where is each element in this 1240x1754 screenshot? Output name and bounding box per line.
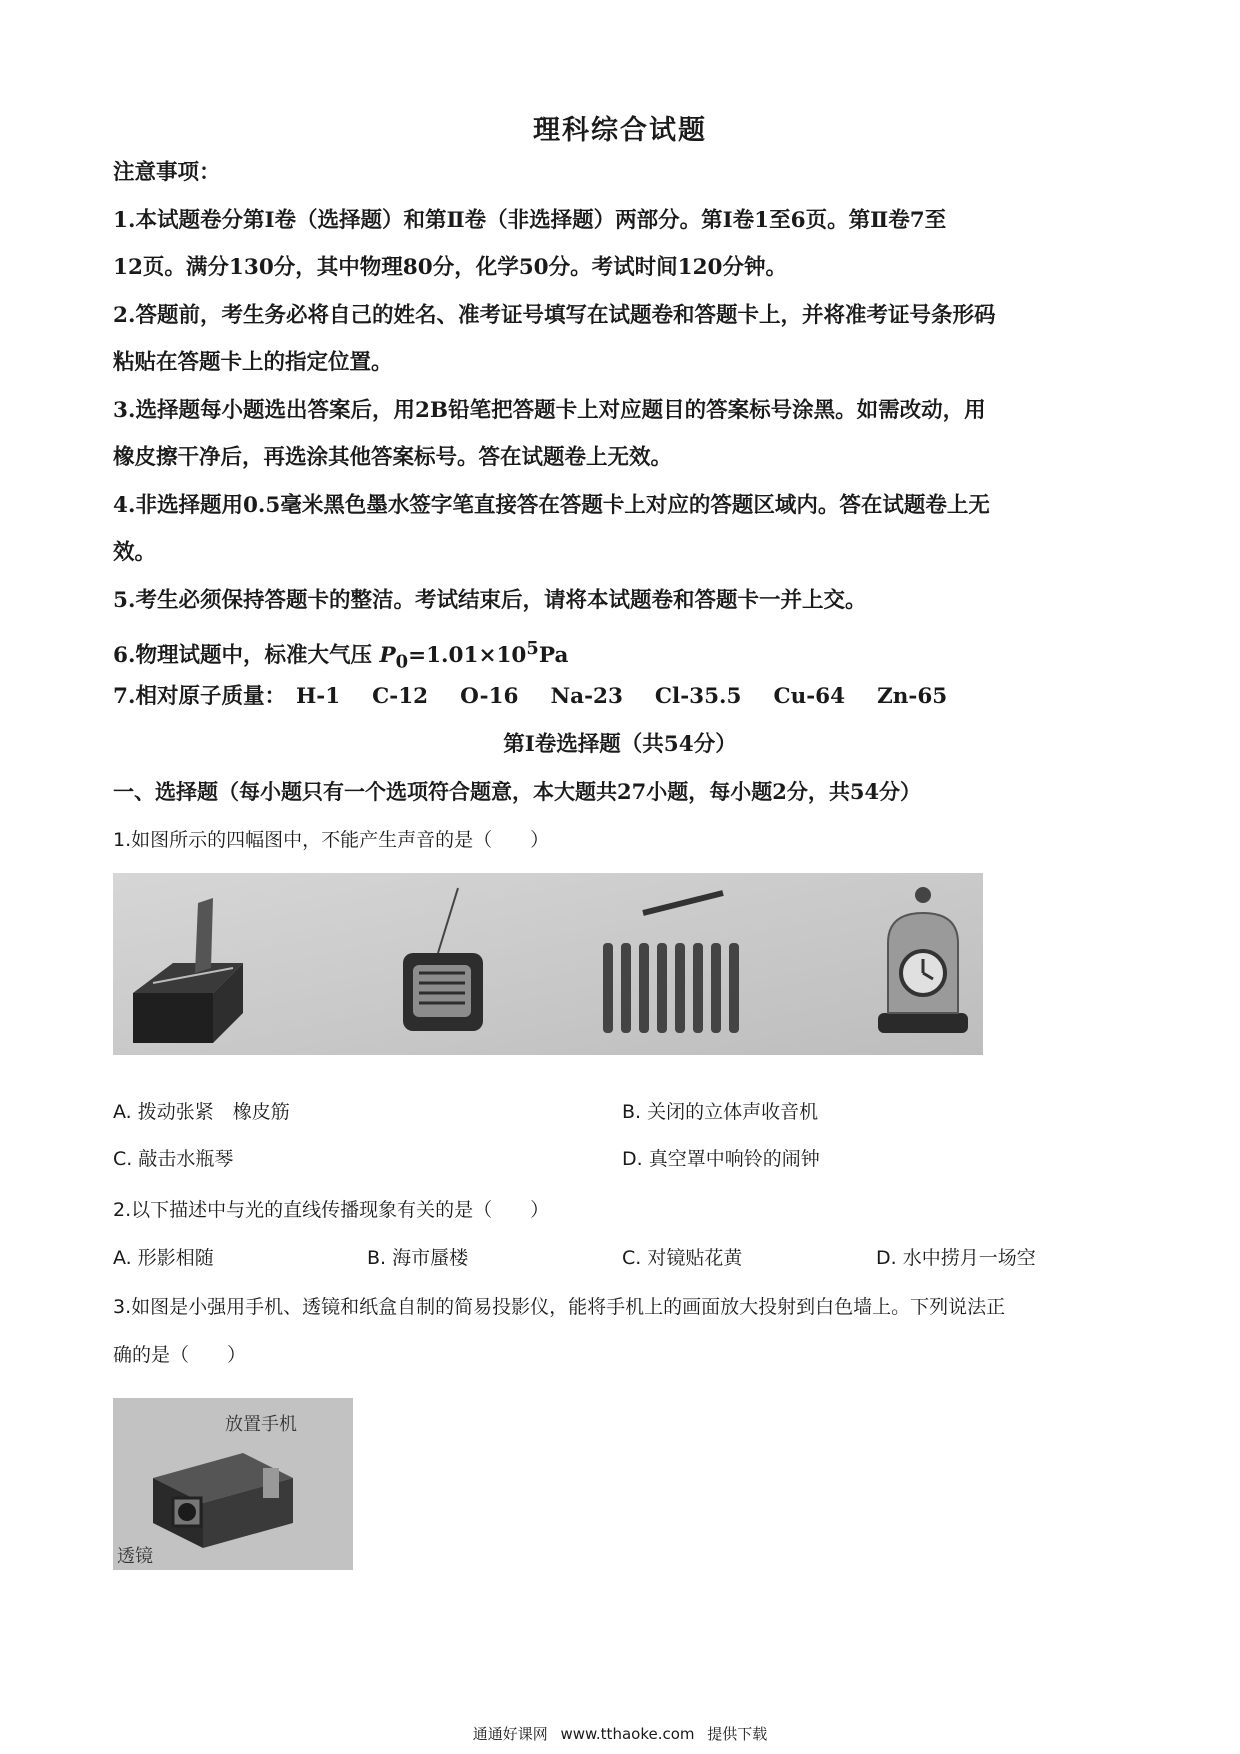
pressure-prefix: 6.物理试题中，标准大气压 (113, 643, 380, 669)
notice-line-7: 4.非选择题用0.5毫米黑色墨水签字笔直接答在答题卡上对应的答题区域内。答在试题卷上无 (113, 493, 990, 518)
notice-line-atoms (113, 682, 1143, 712)
q1-figure (113, 873, 983, 1055)
q1-option-a: A. 拨动张紧 橡皮筋 (113, 1101, 290, 1123)
page-footer (0, 1723, 1240, 1744)
atom-mass: Cl-35.5 (654, 684, 742, 709)
notice-line-2: 12页。满分130分，其中物理80分，化学50分。考试时间120分钟。 (113, 255, 788, 280)
q3-stem-line-2: 确的是（ ） (113, 1344, 247, 1366)
notice-line-5: 3.选择题每小题选出答案后，用2B铅笔把答题卡上对应题目的答案标号涂黑。如需改动，用 (113, 398, 986, 423)
notice-line-4: 粘贴在答题卡上的指定位置。 (113, 350, 393, 375)
q2-stem: 2.以下描述中与光的直线传播现象有关的是（ ） (113, 1199, 550, 1221)
atoms-prefix: 7.相对原子质量： (113, 684, 286, 709)
atom-mass: Na-23 (550, 684, 623, 709)
q3-figure-label-lens: 透镜 (117, 1546, 153, 1567)
notice-line-pressure (113, 634, 1143, 677)
pressure-value: =1.01×10 (408, 643, 527, 669)
pressure-exp: 5 (526, 638, 539, 659)
q2-option-a: A. 形影相随 (113, 1247, 214, 1269)
notice-line-6: 橡皮擦干净后，再选涂其他答案标号。答在试题卷上无效。 (113, 445, 673, 470)
atom-mass: H-1 (295, 684, 341, 709)
notice-heading: 注意事项： (113, 160, 221, 185)
footer-suffix: 提供下载 (707, 1725, 768, 1743)
section-title: 第Ⅰ卷选择题（共54分） (503, 732, 737, 757)
q3-figure (113, 1398, 353, 1570)
q3-stem-line-1: 3.如图是小强用手机、透镜和纸盒自制的简易投影仪，能将手机上的画面放大投射到白色墙上。下列说法正 (113, 1296, 1006, 1318)
q1-option-c: C. 敲击水瓶琴 (113, 1148, 234, 1170)
pressure-sub: 0 (395, 651, 409, 673)
q2-option-b: B. 海市蜃楼 (367, 1247, 469, 1269)
q3-figure-label-phone: 放置手机 (225, 1414, 297, 1435)
notice-line-8: 效。 (113, 540, 157, 565)
pressure-var: P (379, 643, 396, 669)
atom-mass: C-12 (372, 684, 429, 709)
pressure-unit: Pa (538, 643, 569, 669)
q1-option-b: B. 关闭的立体声收音机 (622, 1101, 819, 1123)
q2-option-d: D. 水中捞月一场空 (876, 1247, 1036, 1269)
atom-mass: Zn-65 (877, 684, 948, 709)
part-heading: 一、选择题（每小题只有一个选项符合题意，本大题共27小题，每小题2分，共54分） (113, 779, 922, 804)
notice-line-9: 5.考生必须保持答题卡的整洁。考试结束后，请将本试题卷和答题卡一并上交。 (113, 588, 867, 613)
footer-site-name: 通通好课网 (472, 1725, 548, 1743)
notice-line-1: 1.本试题卷分第Ⅰ卷（选择题）和第Ⅱ卷（非选择题）两部分。第Ⅰ卷1至6页。第Ⅱ卷7至 (113, 208, 947, 233)
atom-mass: O-16 (460, 684, 519, 709)
q1-option-d: D. 真空罩中响铃的闹钟 (622, 1148, 820, 1170)
page-title: 理科综合试题 (533, 115, 707, 146)
notice-line-3: 2.答题前，考生务必将自己的姓名、准考证号填写在试题卷和答题卡上，并将准考证号条形码 (113, 303, 996, 328)
footer-url[interactable]: www.tthaoke.com (560, 1725, 695, 1743)
q1-stem: 1.如图所示的四幅图中，不能产生声音的是（ ） (113, 829, 550, 851)
q2-option-c: C. 对镜贴花黄 (622, 1247, 743, 1269)
atom-mass: Cu-64 (773, 684, 846, 709)
